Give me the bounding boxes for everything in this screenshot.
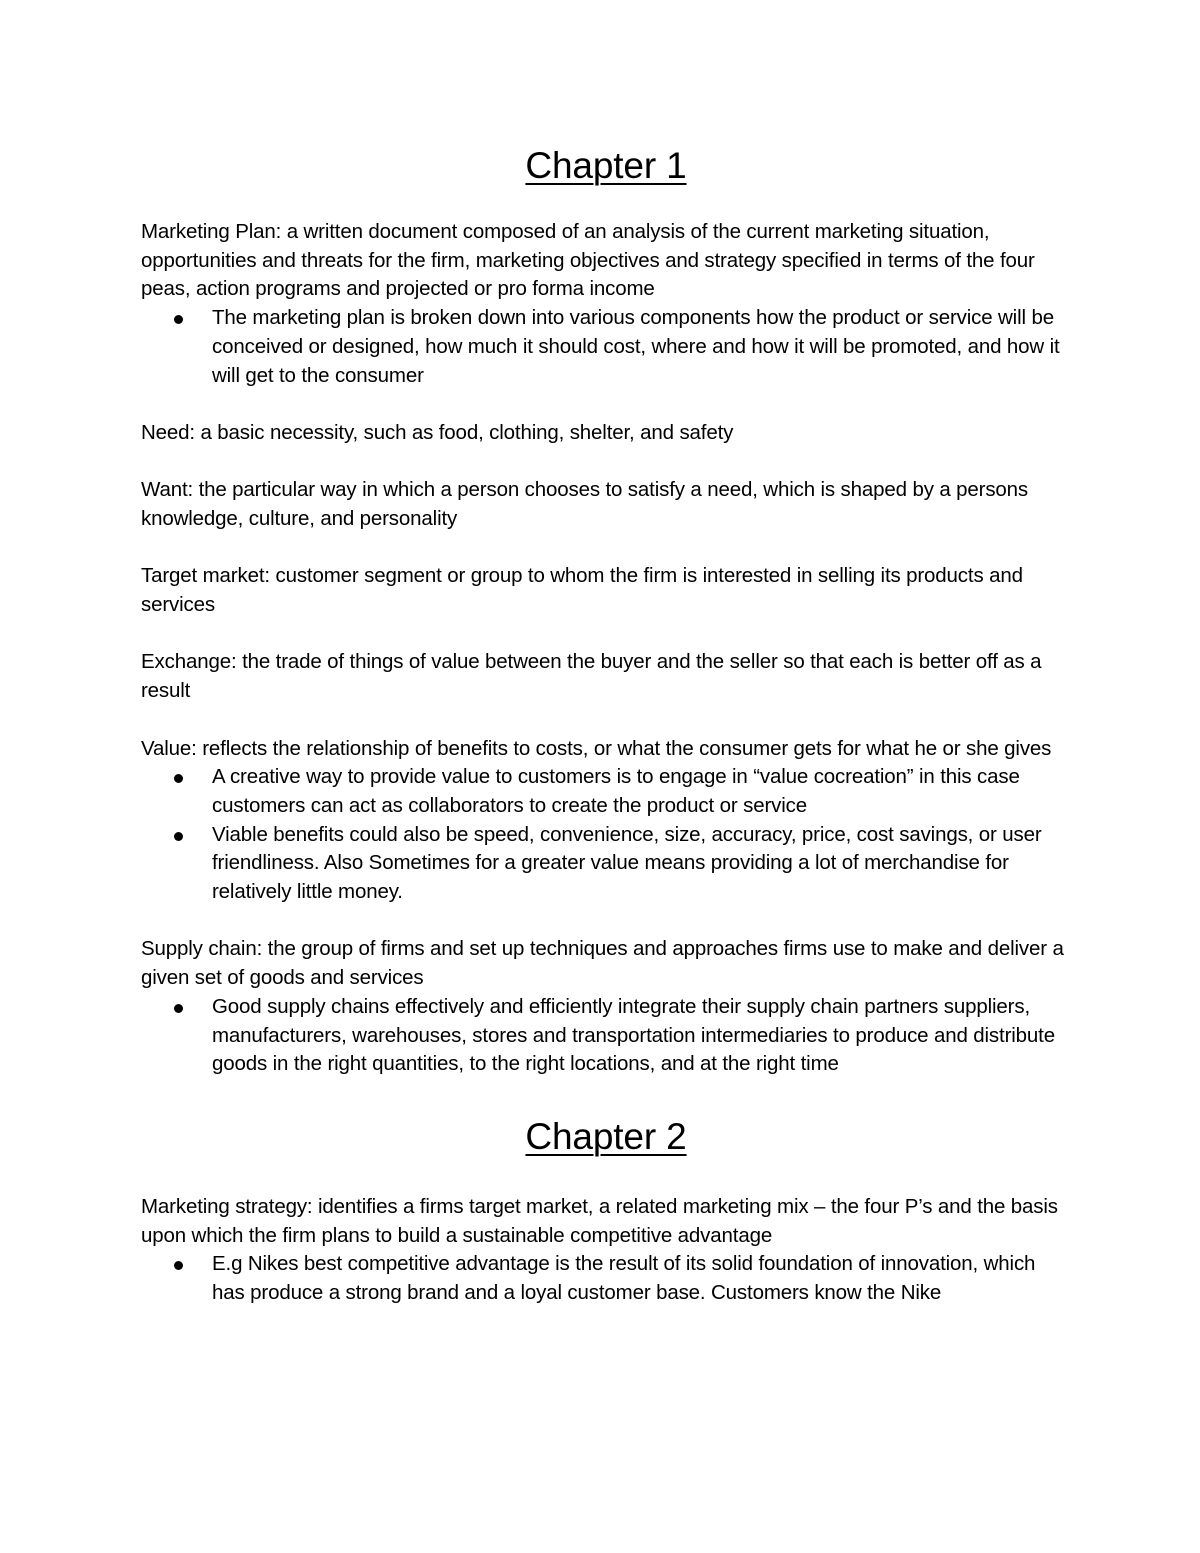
bullet-item [141, 993, 1071, 1079]
paragraph-gap [141, 390, 1071, 419]
marketing-strategy-definition: Marketing strategy: identifies a firms target market, a related marketing mix – the four P’s and the basis upon which the firm plans to build a sustainable competitive advantage [141, 1195, 1058, 1247]
marketing-plan-bullets [141, 304, 1071, 390]
supply-chain-definition: Supply chain: the group of firms and set up techniques and approaches firms use to make and deliver a given set of goods and services [141, 937, 1064, 990]
chapter-2-heading: Chapter 2 [525, 1116, 687, 1157]
bullet-icon [174, 1261, 183, 1270]
bullet-text: E.g Nikes best competitive advantage is the result of its solid foundation of innovation, which has produce a strong brand and a loyal customer base. Customers know the Nike [212, 1252, 1036, 1305]
bullet-icon [174, 774, 183, 783]
bullet-text: A creative way to provide value to customers is to engage in “value cocreation” in this case customers can act as collaborators to create the product or service [212, 765, 1020, 817]
paragraph-gap [141, 534, 1071, 563]
paragraph-gap [141, 706, 1071, 735]
paragraph-gap [141, 907, 1071, 936]
bullet-text: Viable benefits could also be speed, convenience, size, accuracy, price, cost savings, or user friendliness. Also Sometimes for a greater value means providing a lot of merchandise for relatively little money. [212, 822, 1042, 904]
bullet-item [141, 304, 1071, 390]
chapter-1-heading: Chapter 1 [525, 145, 687, 186]
paragraph-gap [141, 620, 1071, 649]
exchange-definition: Exchange: the trade of things of value between the buyer and the seller so that each is better off as a result [141, 650, 1042, 703]
value-definition: Value: reflects the relationship of benefits to costs, or what the consumer gets for what he or she gives [141, 736, 1052, 760]
value-bullets [141, 763, 1071, 907]
bullet-icon [174, 832, 183, 841]
bullet-item [141, 763, 1071, 820]
document-body [141, 136, 1071, 1308]
bullet-item [141, 821, 1071, 907]
paragraph-gap [141, 448, 1071, 477]
marketing-strategy-bullets [141, 1250, 1071, 1307]
target-market-definition: Target market: customer segment or group to whom the firm is interested in selling its products and services [141, 564, 1023, 617]
bullet-text: The marketing plan is broken down into various components how the product or service will be conceived or designed, how much it should cost, where and how it will be promoted, and how it will get to the consumer [212, 306, 1060, 387]
bullet-item [141, 1250, 1071, 1307]
want-definition: Want: the particular way in which a person chooses to satisfy a need, which is shaped by a persons knowledge, culture, and personality [141, 478, 1029, 530]
marketing-plan-definition: Marketing Plan: a written document composed of an analysis of the current marketing situation, opportunities and threats for the firm, marketing objectives and strategy specified in terms of the four peas, action programs and projected or pro forma income [141, 220, 1035, 301]
bullet-icon [174, 1004, 183, 1013]
supply-chain-bullets [141, 993, 1071, 1079]
bullet-icon [174, 315, 183, 324]
bullet-text: Good supply chains effectively and efficiently integrate their supply chain partners suppliers, manufacturers, warehouses, stores and transportation intermediaries to produce and distribute goods in the right quantities, to the right locations, and at the right time [212, 994, 1055, 1076]
need-definition: Need: a basic necessity, such as food, clothing, shelter, and safety [141, 420, 734, 444]
